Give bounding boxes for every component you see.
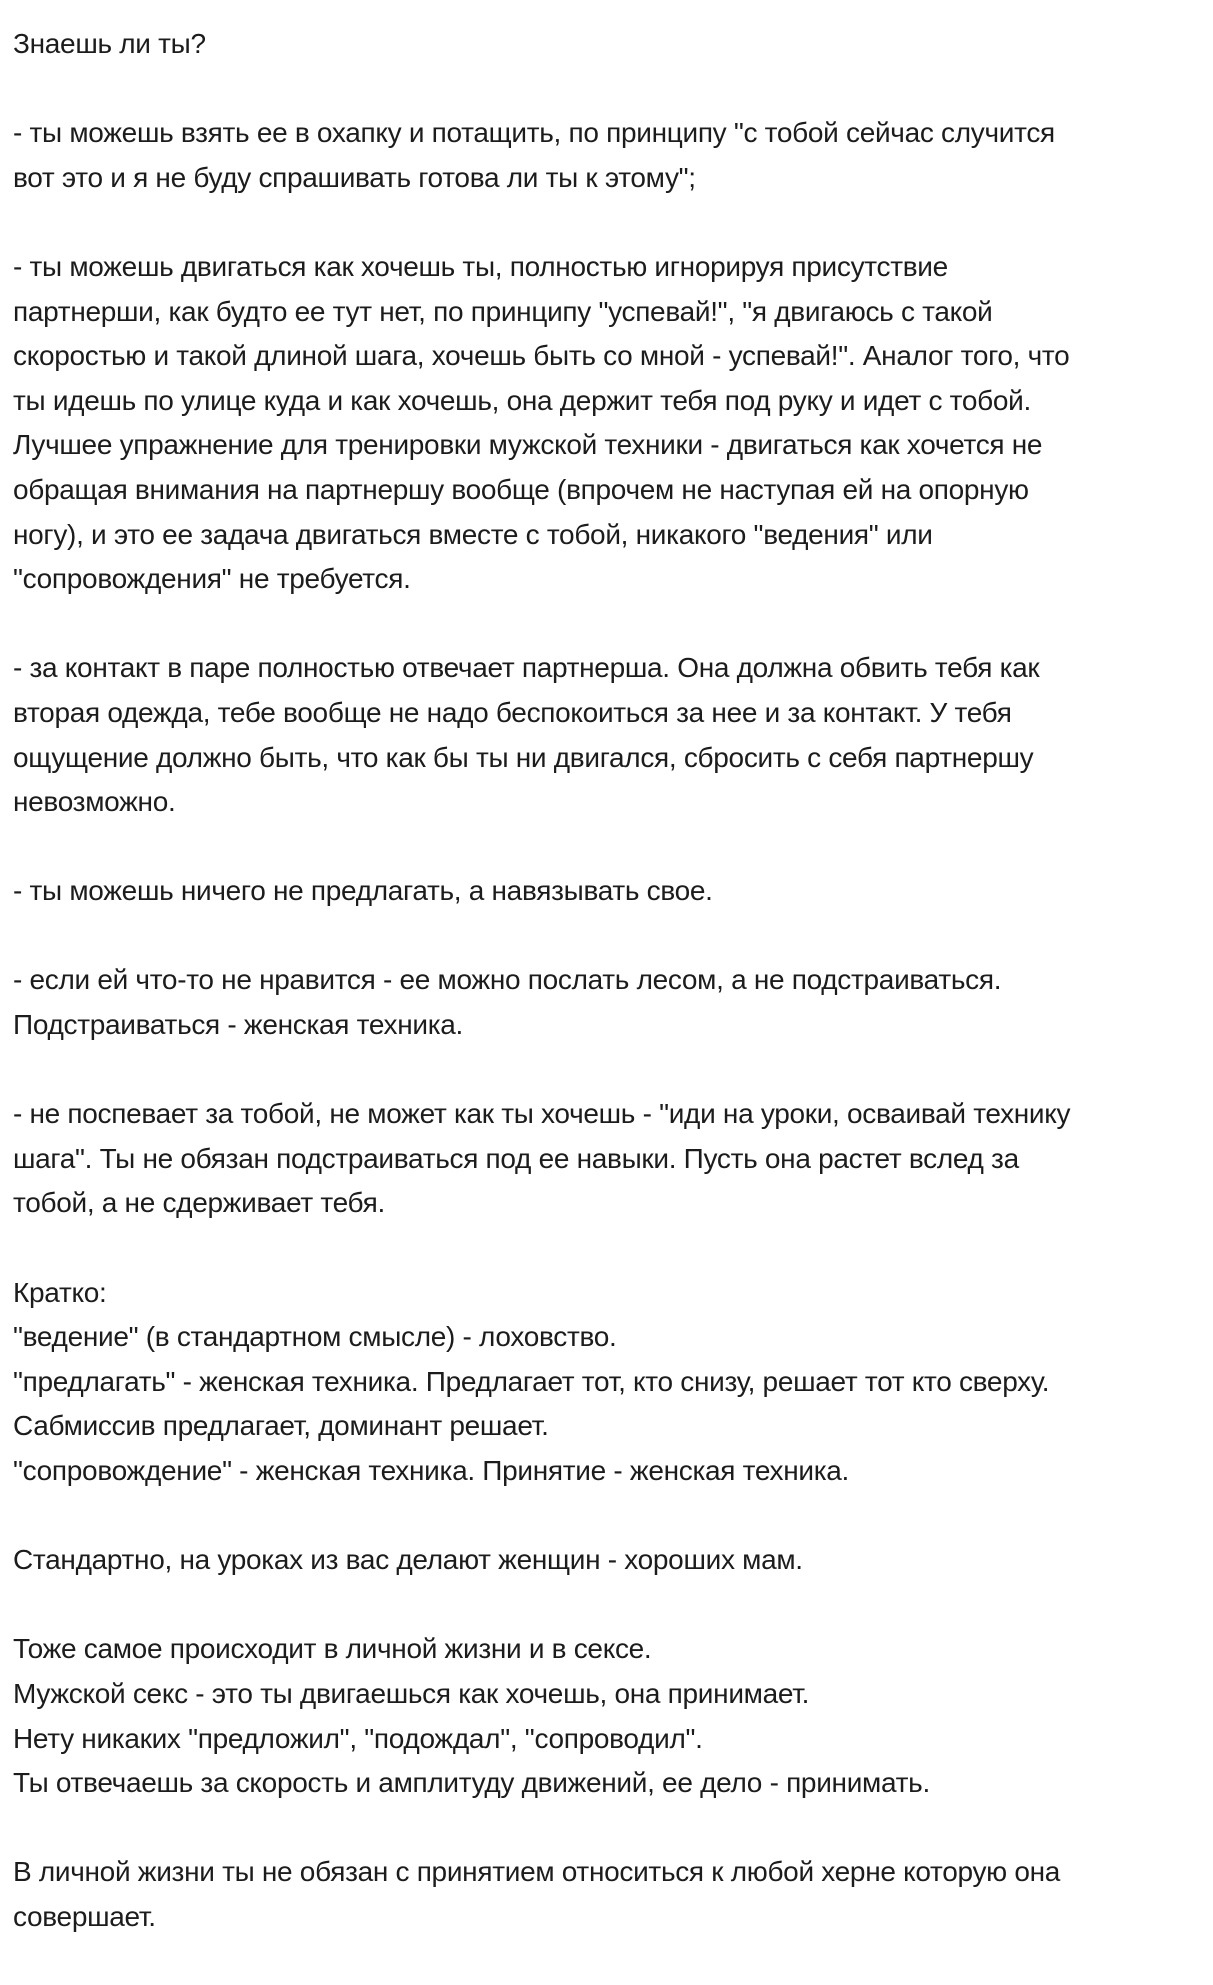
paragraph (13, 1271, 1213, 1494)
text-line: "ведение" (в стандартном смысле) - лоховство. (13, 1321, 617, 1353)
text-line: скоростью и такой длиной шага, хочешь быть со мной - успевай!". Аналог того, что (13, 340, 1070, 372)
text-line: Стандартно, на уроках из вас делают женщин - хороших мам. (13, 1544, 803, 1576)
paragraph (13, 869, 1213, 914)
text-line: Нету никаких "предложил", "подождал", "сопроводил". (13, 1722, 703, 1754)
text-line: "предлагать" - женская техника. Предлагает тот, кто снизу, решает тот кто сверху. (13, 1365, 1050, 1397)
text-line: партнерши, как будто ее тут нет, по принципу "успевай!", "я двигаюсь с такой (13, 295, 993, 327)
text-line: шага". Ты не обязан подстраиваться под ее навыки. Пусть она растет вслед за (13, 1142, 1019, 1174)
text-line: Подстраиваться - женская техника. (13, 1009, 464, 1041)
text-line: - ты можешь ничего не предлагать, а навязывать свое. (13, 875, 713, 907)
text-line: - за контакт в паре полностью отвечает партнерша. Она должна обвить тебя как (13, 652, 1040, 684)
text-line: "сопровождение" - женская техника. Принятие - женская техника. (13, 1455, 850, 1486)
text-line: В личной жизни ты не обязан с принятием относиться к любой херне которую она (13, 1856, 1061, 1888)
text-line: тобой, а не сдерживает тебя. (13, 1187, 386, 1219)
paragraph (13, 245, 1213, 602)
text-line: Лучшее упражнение для тренировки мужской техники - двигаться как хочется не (13, 429, 1043, 461)
paragraph (13, 646, 1213, 824)
text-line: - не поспевает за тобой, не может как ты хочешь - "иди на уроки, осваивай технику (13, 1098, 1071, 1130)
paragraph (13, 111, 1213, 200)
text-line: Знаешь ли ты? (13, 28, 206, 59)
text-line: обращая внимания на партнершу вообще (впрочем не наступая ей на опорную (13, 473, 1029, 505)
paragraph (13, 22, 1213, 67)
paragraph (13, 1538, 1213, 1583)
text-line: ты идешь по улице куда и как хочешь, она держит тебя под руку и идет с тобой. (13, 384, 1031, 416)
text-line: Кратко: (13, 1276, 107, 1308)
text-line: ощущение должно быть, что как бы ты ни двигался, сбросить с себя партнершу (13, 741, 1034, 773)
text-line: Тоже самое происходит в личной жизни и в сексе. (13, 1633, 652, 1665)
paragraph (13, 1092, 1213, 1226)
text-line: "сопровождения" не требуется. (13, 563, 411, 595)
text-line: Ты отвечаешь за скорость и амплитуду движений, ее дело - принимать. (13, 1767, 930, 1799)
text-line: - если ей что-то не нравится - ее можно послать лесом, а не подстраиваться. (13, 964, 1002, 996)
text-line: Мужской секс - это ты двигаешься как хочешь, она принимает. (13, 1677, 810, 1709)
text-line: ногу), и это ее задача двигаться вместе с тобой, никакого "ведения" или (13, 518, 933, 550)
text-line: вторая одежда, тебе вообще не надо беспокоиться за нее и за контакт. У тебя (13, 696, 1012, 728)
text-line: - ты можешь двигаться как хочешь ты, полностью игнорируя присутствие (13, 250, 948, 282)
text-line: - ты можешь взять ее в охапку и потащить, по принципу "с тобой сейчас случится (13, 117, 1055, 149)
text-line: совершает. (13, 1900, 156, 1932)
text-line: вот это и я не буду спрашивать готова ли ты к этому"; (13, 161, 696, 193)
paragraph (13, 1850, 1213, 1939)
paragraph (13, 1627, 1213, 1805)
text-line: невозможно. (13, 786, 176, 818)
text-line: Сабмиссив предлагает, доминант решает. (13, 1410, 549, 1442)
paragraph (13, 958, 1213, 1047)
